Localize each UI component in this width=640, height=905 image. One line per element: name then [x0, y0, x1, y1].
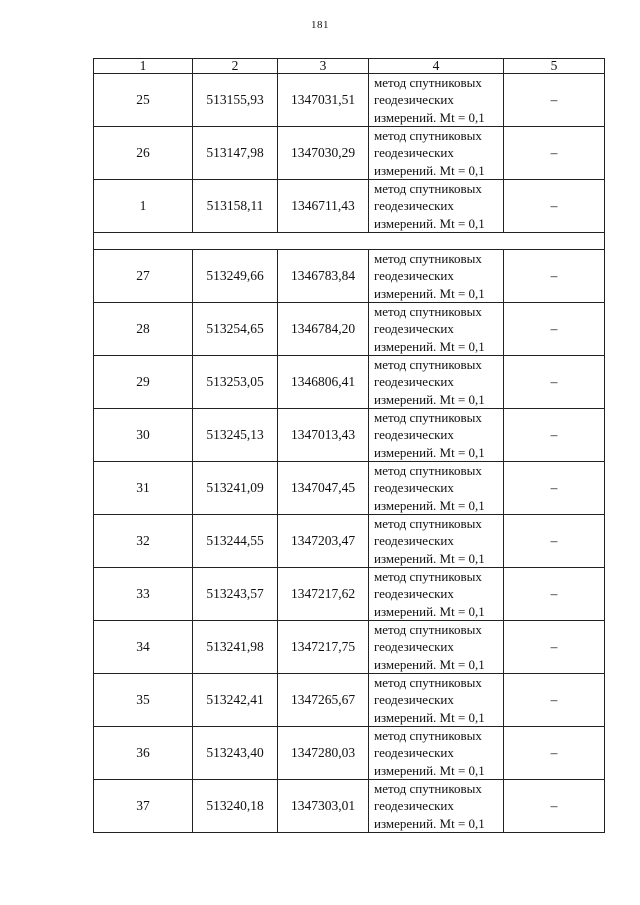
method-line: метод спутниковых: [374, 569, 482, 585]
method-line: геодезических: [374, 427, 454, 443]
note-cell: –: [504, 180, 605, 233]
y-coordinate-cell: 1346711,43: [278, 180, 369, 233]
method-line: геодезических: [374, 268, 454, 284]
method-line: метод спутниковых: [374, 357, 482, 373]
header-cell-4: 4: [369, 59, 504, 74]
y-coordinate-cell: 1347217,62: [278, 568, 369, 621]
point-number-cell: 27: [94, 250, 193, 303]
method-line: метод спутниковых: [374, 128, 482, 144]
method-line: измерений. Mt = 0,1: [374, 338, 485, 354]
table-row: [94, 303, 605, 356]
method-cell: [369, 515, 504, 568]
method-line: геодезических: [374, 533, 454, 549]
note-cell: –: [504, 303, 605, 356]
y-coordinate-cell: 1347303,01: [278, 780, 369, 833]
method-line: измерений. Mt = 0,1: [374, 391, 485, 407]
method-cell: [369, 780, 504, 833]
x-coordinate-cell: 513253,05: [193, 356, 278, 409]
x-coordinate-cell: 513158,11: [193, 180, 278, 233]
method-cell: [369, 568, 504, 621]
method-line: измерений. Mt = 0,1: [374, 709, 485, 725]
y-coordinate-cell: 1346784,20: [278, 303, 369, 356]
group-separator-cell: [94, 233, 605, 250]
y-coordinate-cell: 1347031,51: [278, 74, 369, 127]
table-row: [94, 127, 605, 180]
point-number-cell: 33: [94, 568, 193, 621]
method-cell: [369, 180, 504, 233]
method-line: измерений. Mt = 0,1: [374, 444, 485, 460]
point-number-cell: 1: [94, 180, 193, 233]
method-line: метод спутниковых: [374, 410, 482, 426]
method-cell: [369, 621, 504, 674]
method-line: метод спутниковых: [374, 516, 482, 532]
table-body: [94, 59, 605, 833]
y-coordinate-cell: 1347217,75: [278, 621, 369, 674]
note-cell: –: [504, 250, 605, 303]
table-row: [94, 462, 605, 515]
y-coordinate-cell: 1347203,47: [278, 515, 369, 568]
table-row: [94, 727, 605, 780]
note-cell: –: [504, 356, 605, 409]
method-cell: [369, 250, 504, 303]
method-line: измерений. Mt = 0,1: [374, 215, 485, 231]
method-cell: [369, 74, 504, 127]
method-line: измерений. Mt = 0,1: [374, 109, 485, 125]
x-coordinate-cell: 513242,41: [193, 674, 278, 727]
table-row: [94, 250, 605, 303]
method-cell: [369, 462, 504, 515]
note-cell: –: [504, 621, 605, 674]
table-row: [94, 674, 605, 727]
point-number-cell: 30: [94, 409, 193, 462]
method-line: измерений. Mt = 0,1: [374, 550, 485, 566]
method-line: геодезических: [374, 798, 454, 814]
method-line: метод спутниковых: [374, 781, 482, 797]
x-coordinate-cell: 513241,98: [193, 621, 278, 674]
table-row: [94, 409, 605, 462]
y-coordinate-cell: 1347030,29: [278, 127, 369, 180]
point-number-cell: 28: [94, 303, 193, 356]
method-line: измерений. Mt = 0,1: [374, 285, 485, 301]
method-line: метод спутниковых: [374, 251, 482, 267]
method-line: геодезических: [374, 321, 454, 337]
x-coordinate-cell: 513240,18: [193, 780, 278, 833]
method-cell: [369, 356, 504, 409]
header-row: [94, 59, 605, 74]
x-coordinate-cell: 513147,98: [193, 127, 278, 180]
method-line: метод спутниковых: [374, 728, 482, 744]
group-separator-row: [94, 233, 605, 250]
method-cell: [369, 727, 504, 780]
header-cell-1: 1: [94, 59, 193, 74]
method-cell: [369, 303, 504, 356]
note-cell: –: [504, 780, 605, 833]
method-line: геодезических: [374, 639, 454, 655]
point-number-cell: 25: [94, 74, 193, 127]
point-number-cell: 29: [94, 356, 193, 409]
header-cell-5: 5: [504, 59, 605, 74]
point-number-cell: 36: [94, 727, 193, 780]
method-line: измерений. Mt = 0,1: [374, 162, 485, 178]
note-cell: –: [504, 727, 605, 780]
method-line: измерений. Mt = 0,1: [374, 656, 485, 672]
method-line: метод спутниковых: [374, 304, 482, 320]
point-number-cell: 37: [94, 780, 193, 833]
y-coordinate-cell: 1347265,67: [278, 674, 369, 727]
method-line: измерений. Mt = 0,1: [374, 762, 485, 778]
method-line: метод спутниковых: [374, 181, 482, 197]
method-line: измерений. Mt = 0,1: [374, 497, 485, 513]
y-coordinate-cell: 1347047,45: [278, 462, 369, 515]
method-line: геодезических: [374, 198, 454, 214]
point-number-cell: 35: [94, 674, 193, 727]
coordinates-table: [93, 58, 605, 833]
x-coordinate-cell: 513244,55: [193, 515, 278, 568]
method-line: метод спутниковых: [374, 675, 482, 691]
y-coordinate-cell: 1347280,03: [278, 727, 369, 780]
header-cell-3: 3: [278, 59, 369, 74]
x-coordinate-cell: 513243,57: [193, 568, 278, 621]
table-row: [94, 515, 605, 568]
x-coordinate-cell: 513254,65: [193, 303, 278, 356]
x-coordinate-cell: 513241,09: [193, 462, 278, 515]
method-line: геодезических: [374, 480, 454, 496]
method-cell: [369, 127, 504, 180]
method-line: геодезических: [374, 145, 454, 161]
table-row: [94, 180, 605, 233]
method-line: геодезических: [374, 745, 454, 761]
note-cell: –: [504, 127, 605, 180]
y-coordinate-cell: 1346783,84: [278, 250, 369, 303]
y-coordinate-cell: 1347013,43: [278, 409, 369, 462]
table-row: [94, 780, 605, 833]
method-line: метод спутниковых: [374, 622, 482, 638]
point-number-cell: 32: [94, 515, 193, 568]
x-coordinate-cell: 513249,66: [193, 250, 278, 303]
table-row: [94, 74, 605, 127]
table-row: [94, 356, 605, 409]
point-number-cell: 26: [94, 127, 193, 180]
header-cell-2: 2: [193, 59, 278, 74]
x-coordinate-cell: 513155,93: [193, 74, 278, 127]
y-coordinate-cell: 1346806,41: [278, 356, 369, 409]
point-number-cell: 34: [94, 621, 193, 674]
note-cell: –: [504, 674, 605, 727]
method-cell: [369, 409, 504, 462]
x-coordinate-cell: 513243,40: [193, 727, 278, 780]
method-line: геодезических: [374, 374, 454, 390]
method-line: геодезических: [374, 692, 454, 708]
method-line: геодезических: [374, 92, 454, 108]
method-cell: [369, 674, 504, 727]
table-row: [94, 568, 605, 621]
method-line: измерений. Mt = 0,1: [374, 815, 485, 831]
method-line: измерений. Mt = 0,1: [374, 603, 485, 619]
method-line: метод спутниковых: [374, 463, 482, 479]
note-cell: –: [504, 409, 605, 462]
page-number: 181: [311, 19, 329, 31]
note-cell: –: [504, 515, 605, 568]
note-cell: –: [504, 568, 605, 621]
note-cell: –: [504, 74, 605, 127]
method-line: геодезических: [374, 586, 454, 602]
note-cell: –: [504, 462, 605, 515]
point-number-cell: 31: [94, 462, 193, 515]
x-coordinate-cell: 513245,13: [193, 409, 278, 462]
method-line: метод спутниковых: [374, 75, 482, 91]
table-row: [94, 621, 605, 674]
